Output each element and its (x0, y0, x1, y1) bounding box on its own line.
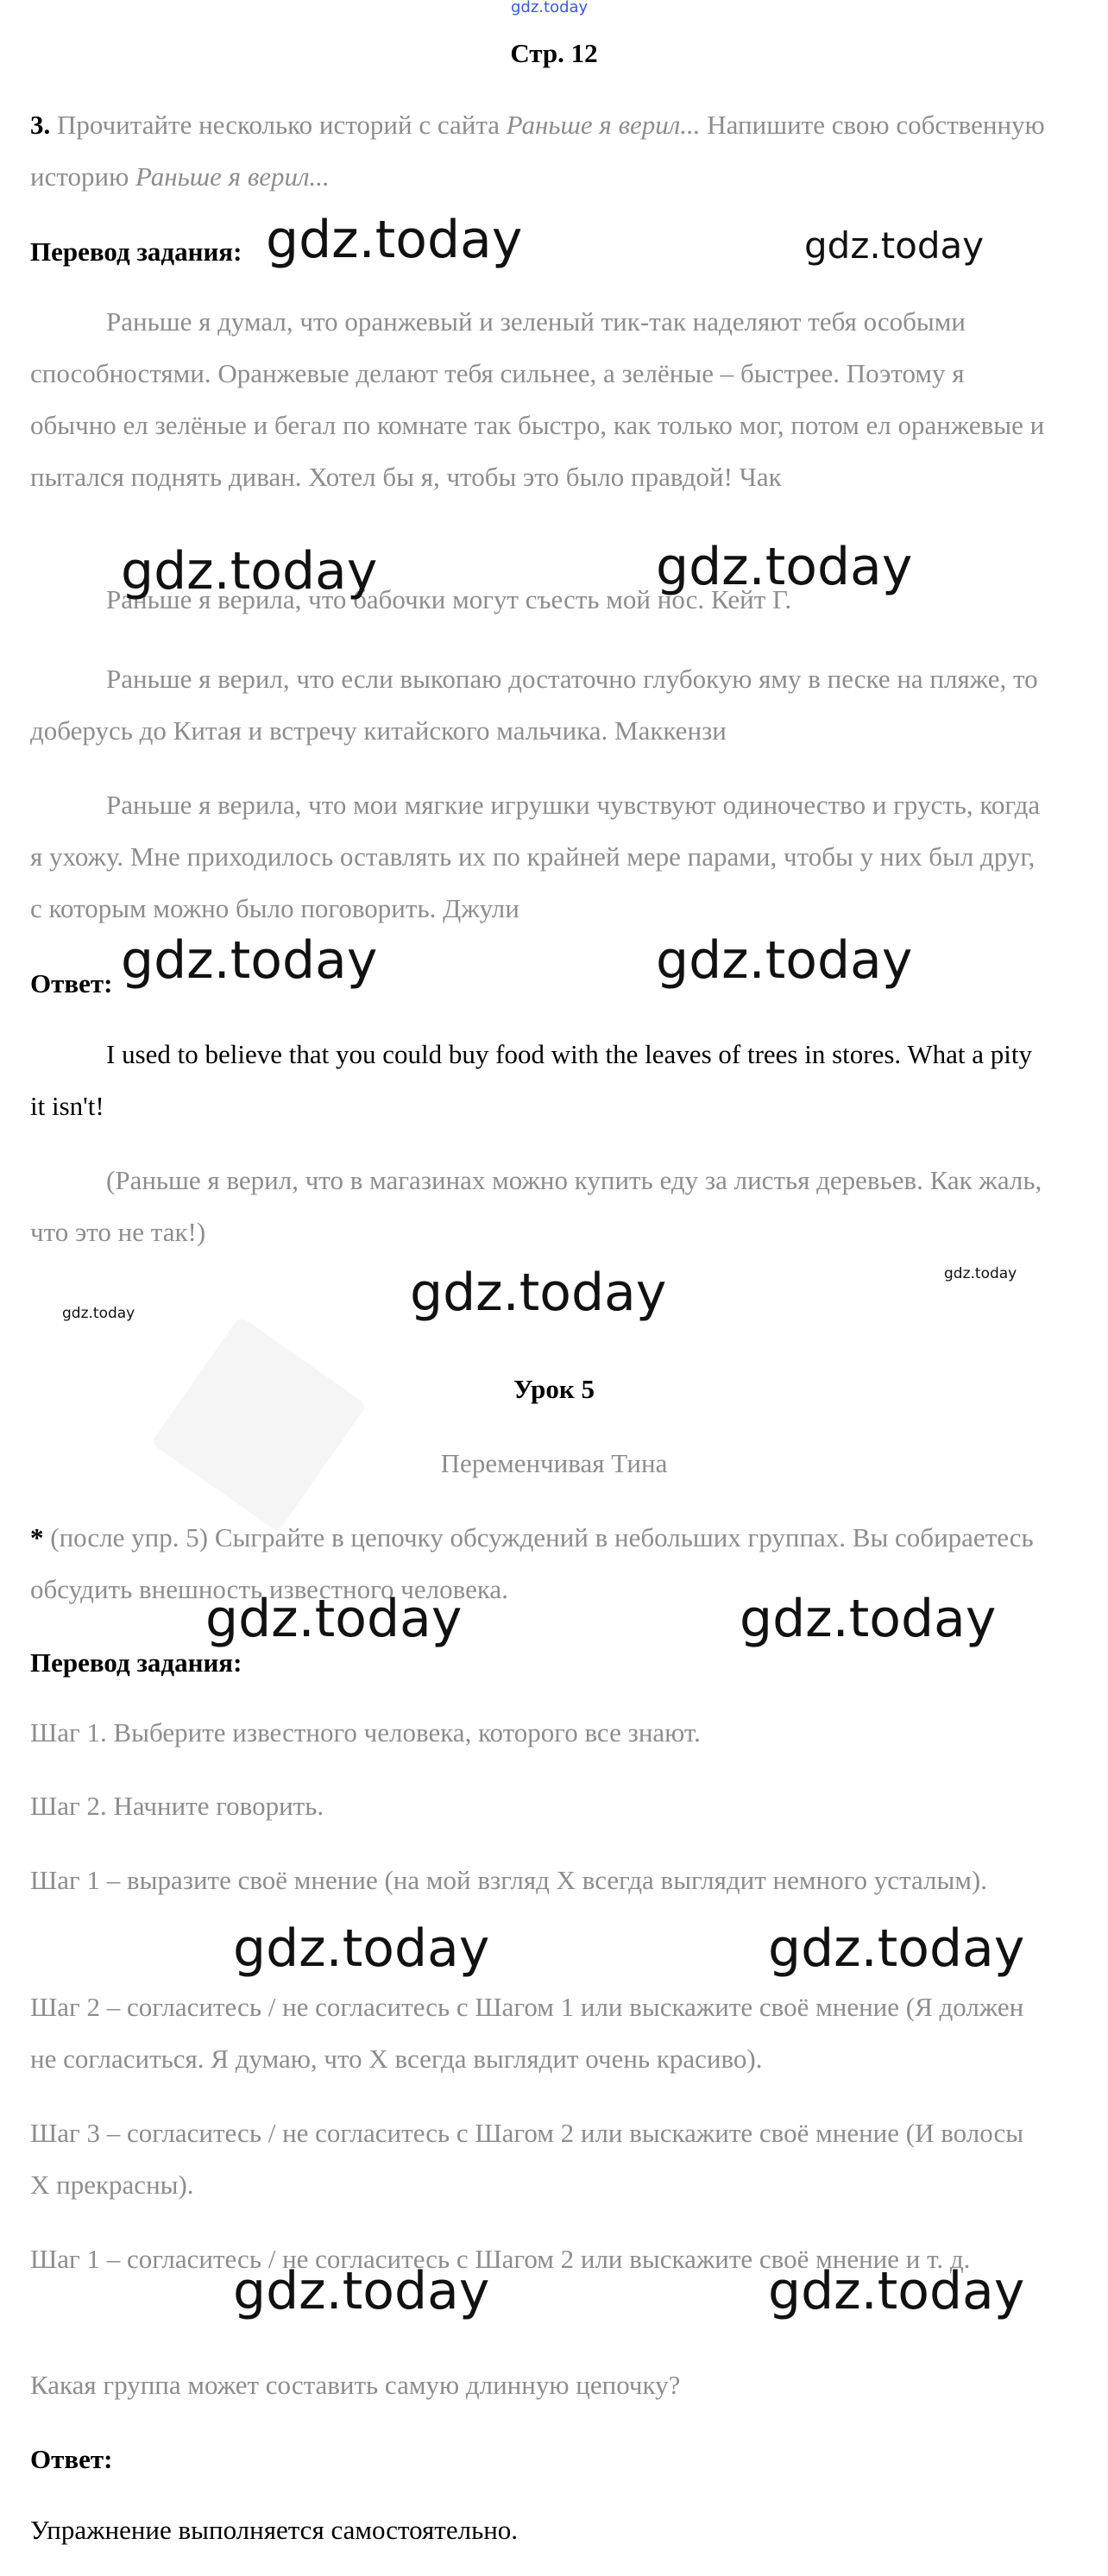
watermark: gdz.today (768, 2261, 1025, 2321)
page-header: Стр. 12 (510, 38, 598, 68)
story-1: Раньше я думал, что оранжевый и зеленый тик-так наделяют тебя особыми способностями. Оранжевые делают тебя сильнее, а зелёные – быстрее. Поэтому я обычно ел зелёные и бегал по комнате так быстро, как только мог, потом ел оранжевые и пытался поднять диван. Хотел бы я, чтобы это было правдой! Чак (30, 306, 1045, 492)
faded-background-shape (151, 1316, 368, 1533)
step-5: Шаг 3 – согласитесь / не согласитесь с Шагом 2 или выскажите своё мнение (И волосы X прекрасны). (30, 2118, 1024, 2200)
story-4: Раньше я верила, что мои мягкие игрушки чувствуют одиночество и грусть, когда я ухожу. Мне приходилось оставлять их по крайней мере парами, чтобы у них был друг, с которым можно было поговорить. Джули (30, 790, 1041, 923)
step-6: Шаг 1 – согласитесь / не согласитесь с Шагом 2 или выскажите своё мнение и т. д. (30, 2244, 971, 2274)
task3-text-1: Прочитайте несколько историй с сайта (50, 110, 507, 140)
star-marker: * (30, 1522, 44, 1553)
watermark: gdz.today (656, 930, 913, 991)
question: Какая группа может составить самую длинную цепочку? (30, 2370, 681, 2400)
watermark: gdz.today (233, 2261, 490, 2321)
watermark: gdz.today (656, 537, 913, 597)
translation-label-2: Перевод задания: (30, 1647, 242, 1678)
watermark: gdz.today (266, 210, 523, 270)
task3-italic-2: Раньше я верил... (135, 161, 330, 192)
step-3: Шаг 1 – выразите своё мнение (на мой взгляд X всегда выглядит немного усталым). (30, 1865, 988, 1895)
watermark: gdz.today (768, 1918, 1025, 1979)
watermark: gdz.today (944, 1265, 1017, 1282)
step-1: Шаг 1. Выберите известного человека, которого все знают. (30, 1717, 701, 1748)
answer-russian: (Раньше я верил, что в магазинах можно купить еду за листья деревьев. Как жаль, что это не так!) (30, 1165, 1042, 1247)
watermark: gdz.today (740, 1589, 997, 1649)
task3-text-2: Напишите свою собственную историю (30, 110, 1045, 192)
step-2: Шаг 2. Начните говорить. (30, 1791, 324, 1821)
answer-label-2: Ответ: (30, 2444, 113, 2474)
watermark: gdz.today (804, 224, 985, 267)
watermark: gdz.today (205, 1589, 463, 1649)
watermark: gdz.today (233, 1918, 490, 1979)
answer-english: I used to believe that you could buy food with the leaves of trees in stores. What a pity it isn't! (30, 1039, 1032, 1121)
story-3: Раньше я верил, что если выкопаю достаточно глубокую яму в песке на пляже, то доберусь до Китая и встречу китайского мальчика. Маккензи (30, 664, 1038, 746)
step-4: Шаг 2 – согласитесь / не согласитесь с Шагом 1 или выскажите своё мнение (Я должен не согласиться. Я думаю, что X всегда выглядит очень красиво). (30, 1992, 1024, 2074)
watermark: gdz.today (121, 541, 378, 601)
lesson-subtitle: Переменчивая Тина (440, 1448, 668, 1478)
task-number: 3. (30, 110, 51, 140)
task3-paragraph (30, 99, 1048, 203)
answer-label: Ответ: (30, 968, 113, 998)
top-watermark: gdz.today (511, 0, 589, 16)
watermark: gdz.today (62, 1305, 135, 1322)
story-2: Раньше я верила, что бабочки могут съесть мой нос. Кейт Г. (106, 584, 792, 614)
translation-label: Перевод задания: (30, 236, 242, 267)
watermark: gdz.today (410, 1263, 667, 1323)
lesson-title: Урок 5 (513, 1374, 595, 1404)
task3-italic-1: Раньше я верил... (506, 110, 701, 140)
watermark: gdz.today (121, 930, 378, 991)
final-answer: Упражнение выполняется самостоятельно. (30, 2515, 519, 2545)
task-star-text: (после упр. 5) Сыграйте в цепочку обсуждений в небольших группах. Вы собираетесь обсудить внешность известного человека. (30, 1522, 1034, 1604)
